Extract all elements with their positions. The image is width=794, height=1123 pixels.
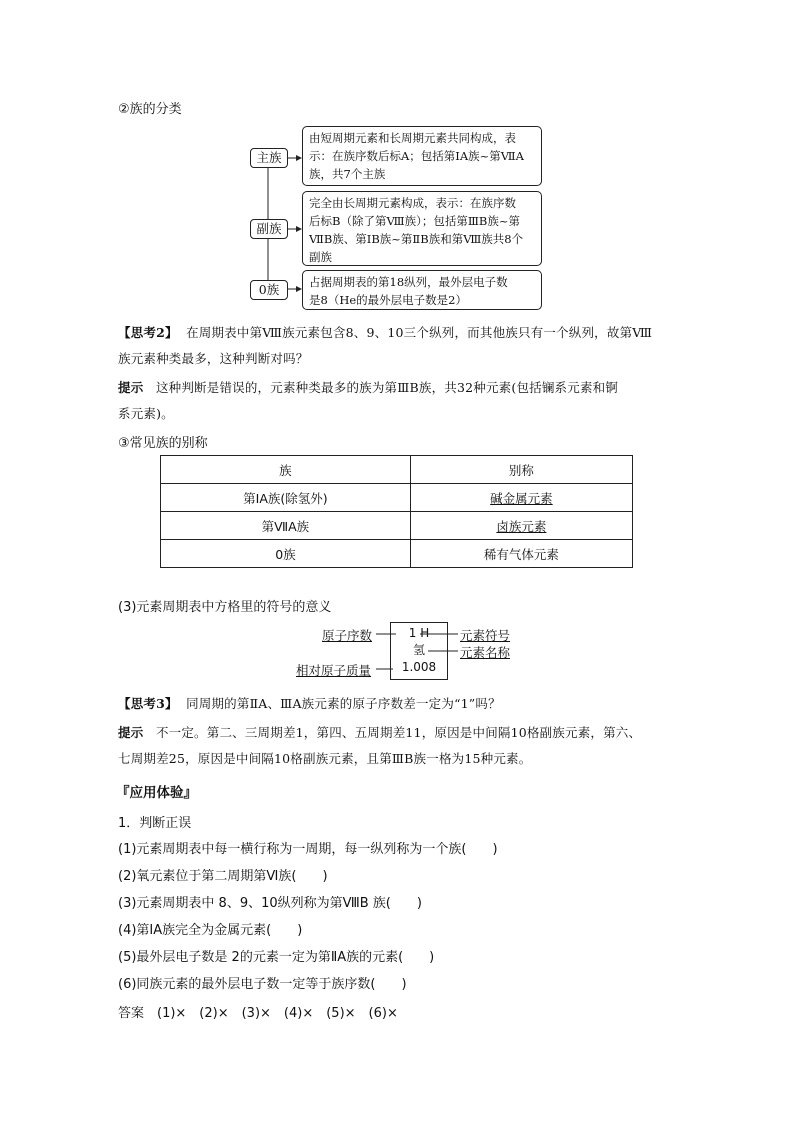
practice-answer: 答案 (1)× (2)× (3)× (4)× (5)× (6)× bbox=[118, 1006, 398, 1021]
table-cell-alias: 碱金属元素 bbox=[410, 484, 632, 512]
zero-desc-line-1: 占据周期表的第18纵列，最外层电子数 bbox=[309, 275, 508, 289]
practice-item-6: (6)同族元素的最外层电子数一定等于族序数( ) bbox=[118, 977, 407, 992]
group-alias-table bbox=[160, 455, 633, 568]
table-row bbox=[161, 484, 633, 512]
think3-tag: 【思考3】 bbox=[118, 696, 178, 711]
label-relative-atomic-mass: 相对原子质量 bbox=[296, 663, 372, 678]
practice-item-1: (1)元素周期表中每一横行称为一周期，每一纵列称为一个族( ) bbox=[118, 842, 498, 857]
zero-group-label: 0族 bbox=[250, 280, 288, 300]
practice-item-5: (5)最外层电子数是 2的元素一定为第ⅡA族的元素( ) bbox=[118, 950, 435, 965]
think2-answer-line-2: 系元素)。 bbox=[118, 406, 174, 421]
think2-answer-line-1 bbox=[118, 379, 618, 397]
label-element-symbol: 元素符号 bbox=[460, 628, 511, 643]
cell-atomic-mass: 1.008 bbox=[401, 660, 437, 674]
zero-desc-line-2: 是8（He的最外层电子数是2） bbox=[309, 293, 467, 307]
think3-answer-line-1 bbox=[118, 724, 641, 742]
table-cell-group: 0族 bbox=[161, 540, 411, 568]
subgroup-label: 副族 bbox=[250, 219, 288, 239]
sub-desc-line-1: 完全由长周期元素构成，表示：在族序数 bbox=[309, 196, 516, 210]
label-atomic-number: 原子序数 bbox=[322, 628, 373, 643]
label-element-name: 元素名称 bbox=[460, 645, 511, 660]
table-cell-alias: 稀有气体元素 bbox=[410, 540, 632, 568]
practice-item-3: (3)元素周期表中 8、9、10纵列称为第ⅧB 族( ) bbox=[118, 896, 422, 911]
main-desc-line-1: 由短周期元素和长周期元素共同构成，表 bbox=[309, 131, 516, 145]
table-cell-group: 第ⅠA族(除氢外) bbox=[161, 484, 411, 512]
table-row bbox=[161, 540, 633, 568]
think3-answer-line-2: 七周期差25，原因是中间隔10格副族元素，且第ⅢB族一格为15种元素。 bbox=[118, 751, 532, 766]
practice-item-2: (2)氧元素位于第二周期第Ⅵ族( ) bbox=[118, 869, 328, 884]
table-header-group: 族 bbox=[161, 456, 411, 484]
section-title-group-classification: ②族的分类 bbox=[118, 102, 182, 117]
think2-q1: 在周期表中第Ⅷ族元素包含8、9、10三个纵列，而其他族只有一个纵列，故第Ⅷ bbox=[186, 325, 653, 340]
main-group-label: 主族 bbox=[250, 148, 288, 168]
think2-tag: 【思考2】 bbox=[118, 325, 178, 340]
section-title-group-aliases: ③常见族的别称 bbox=[118, 436, 208, 451]
main-group-description bbox=[302, 126, 542, 186]
think3-hint-label: 提示 bbox=[118, 725, 144, 740]
think3-question bbox=[118, 695, 501, 713]
think2-question-line-1 bbox=[118, 324, 652, 342]
practice-question-title: 1．判断正误 bbox=[118, 816, 192, 831]
think2-hint-label: 提示 bbox=[118, 380, 144, 395]
table-header-row bbox=[161, 456, 633, 484]
table-header-alias: 别称 bbox=[410, 456, 632, 484]
think2-question-line-2: 族元素种类最多，这种判断对吗？ bbox=[118, 351, 309, 366]
think2-a1: 这种判断是错误的，元素种类最多的族为第ⅢB族，共32种元素(包括镧系元素和锕 bbox=[155, 380, 619, 395]
sub-desc-line-2: 后标B（除了第Ⅷ族）；包括第ⅢB族~第 bbox=[309, 214, 520, 228]
practice-heading: 『应用体验』 bbox=[116, 785, 197, 801]
main-desc-line-3: 族，共7个主族 bbox=[309, 167, 386, 181]
section-title-cell-meaning: (3)元素周期表中方格里的符号的意义 bbox=[118, 600, 332, 615]
think3-a1: 不一定。第二、三周期差1，第四、五周期差11，原因是中间隔10格副族元素，第六、 bbox=[155, 725, 642, 740]
cell-element-name: 氢 bbox=[412, 643, 425, 657]
think3-q1: 同周期的第ⅡA、ⅢA族元素的原子序数差一定为“1”吗？ bbox=[186, 696, 501, 711]
zero-group-description bbox=[302, 270, 542, 310]
table-cell-group: 第ⅦA族 bbox=[161, 512, 411, 540]
sub-desc-line-3: ⅦB族、第ⅠB族~第ⅡB族和第Ⅷ族共8个 bbox=[309, 232, 524, 246]
main-desc-line-2: 示：在族序数后标A；包括第ⅠA族~第ⅦA bbox=[309, 149, 524, 163]
table-cell-alias: 卤族元素 bbox=[410, 512, 632, 540]
practice-item-4: (4)第ⅠA族完全为金属元素( ) bbox=[118, 923, 303, 938]
table-row bbox=[161, 512, 633, 540]
subgroup-description bbox=[302, 191, 542, 266]
cell-number-symbol: 1 H bbox=[408, 626, 430, 640]
sub-desc-line-4: 副族 bbox=[309, 250, 332, 264]
